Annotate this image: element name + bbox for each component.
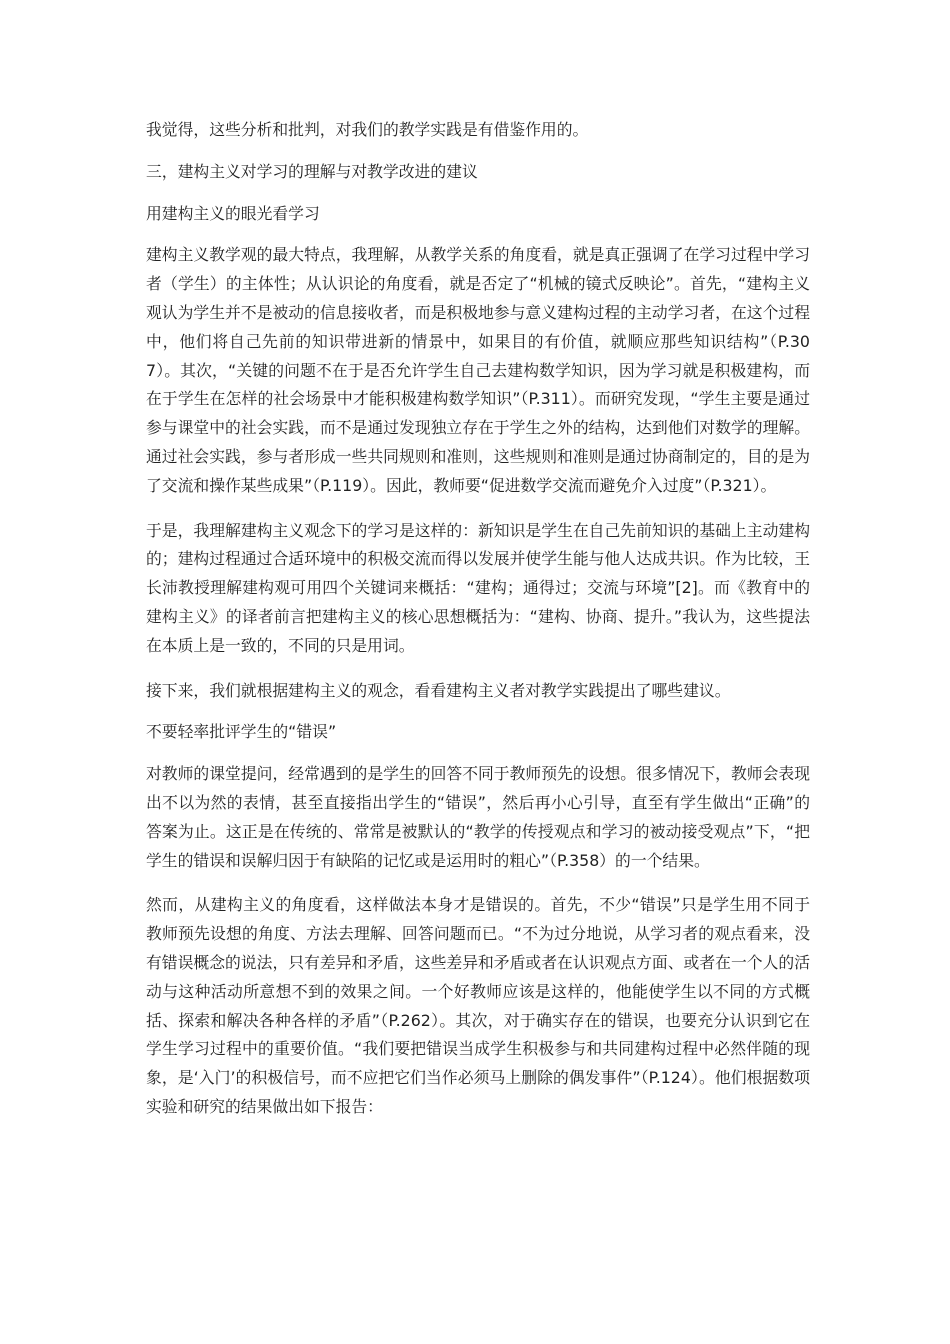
paragraph-transition: 接下来，我们就根据建构主义的观念，看看建构主义者对教学实践提出了哪些建议。	[146, 680, 731, 700]
paragraph-errors-value: 然而，从建构主义的角度看，这样做法本身才是错误的。首先，不少“错误”只是学生用不同于教师预先设想的角度、方法去理解、回答问题而已。“不为过分地说，从学习者的观点看来，没有错误概念的说法，只有差异和矛盾，这些差异和矛盾或者在认识观点方面、或者在一个人的活动与这种活动所意想不到的效果之间。一个好教师应该是这样的，他能使学生以不同的方式概括、探索和解决各种各样的矛盾”（P.262）。其次，对于确实存在的错误，也要充分认识到它在学生学习过程中的重要价值。“我们要把错误当成学生积极参与和共同建构过程中必然伴随的现象，是‘入门’的积极信号，而不应把它们当作必须马上删除的偶发事件”（P.124）。他们根据数项实验和研究的结果做出如下报告：	[146, 895, 810, 1116]
subsection-heading-errors: 不要轻率批评学生的“错误”	[146, 722, 337, 742]
section-heading: 三，建构主义对学习的理解与对教学改进的建议	[146, 161, 478, 181]
paragraph-constructivist-view: 建构主义教学观的最大特点，我理解，从教学关系的角度看，就是真正强调了在学习过程中学习者（学生）的主体性；从认识论的角度看，就是否定了“机械的镜式反映论”。首先，“建构主义观认为学生并不是被动的信息接收者，而是积极地参与意义建构过程的主动学习者，在这个过程中，他们将自己先前的知识带进新的情景中，如果目的有价值，就顺应那些知识结构”（P.307）。其次，“关键的问题不在于是否允许学生自己去建构数学知识，因为学习就是积极建构，而在于学生在怎样的社会场景中才能积极建构数学知识”（P.311）。而研究发现，“学生主要是通过参与课堂中的社会实践，而不是通过发现独立存在于学生之外的结构，达到他们对数学的理解。通过社会实践，参与者形成一些共同规则和准则，这些规则和准则是通过协商制定的，目的是为了交流和操作某些成果”（P.119）。因此，教师要“促进数学交流而避免介入过度”（P.321）。	[146, 245, 810, 495]
paragraph-learning-understanding: 于是，我理解建构主义观念下的学习是这样的：新知识是学生在自己先前知识的基础上主动建构的；建构过程通过合适环境中的积极交流而得以发展并使学生能与他人达成共识。作为比较，王长沛教授理解建构观可用四个关键词来概括：“建构；通得过；交流与环境”[2]。而《教育中的建构主义》的译者前言把建构主义的核心思想概括为：“建构、协商、提升。”我认为，这些提法在本质上是一致的，不同的只是用词。	[146, 520, 810, 655]
paragraph-classroom-questions: 对教师的课堂提问，经常遇到的是学生的回答不同于教师预先的设想。很多情况下，教师会表现出不以为然的表情，甚至直接指出学生的“错误”，然后再小心引导，直至有学生做出“正确”的答案为止。这正是在传统的、常常是被默认的“教学的传授观点和学习的被动接受观点”下，“把学生的错误和误解归因于有缺陷的记忆或是运用时的粗心”（P.358）的一个结果。	[146, 764, 810, 870]
subsection-heading: 用建构主义的眼光看学习	[146, 203, 320, 223]
paragraph-conclusion: 我觉得，这些分析和批判，对我们的教学实践是有借鉴作用的。	[146, 120, 589, 139]
document-body	[146, 116, 810, 1138]
